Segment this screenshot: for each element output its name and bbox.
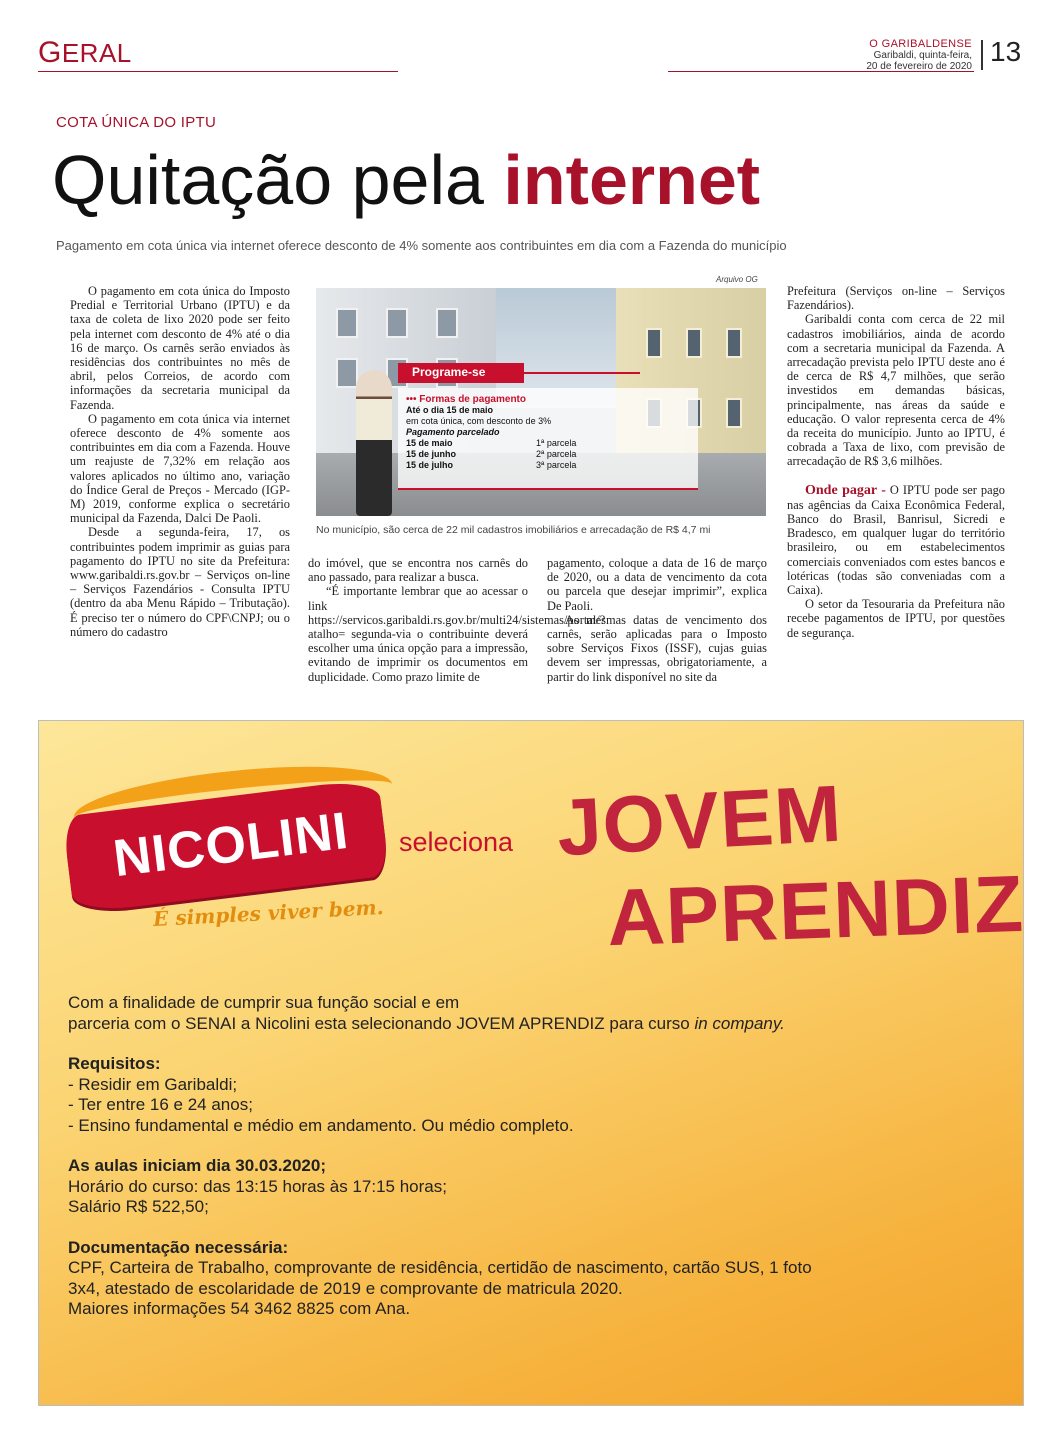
paragraph: Prefeitura (Serviços on-line – Serviços Fazendários). bbox=[787, 284, 1005, 313]
photo-credit: Arquivo OG bbox=[716, 275, 758, 284]
requirement-item: - Ter entre 16 e 24 anos; bbox=[68, 1095, 253, 1114]
masthead bbox=[866, 38, 972, 72]
documents-line: CPF, Carteira de Trabalho, comprovante de residência, certidão de nascimento, cartão SUS, 1 foto bbox=[68, 1258, 812, 1277]
documents-line: 3x4, atestado de escolaridade de 2019 e comprovante de matricula 2020. bbox=[68, 1278, 623, 1298]
article-kicker: COTA ÚNICA DO IPTU bbox=[56, 114, 217, 131]
ad-aprendiz: APRENDIZ bbox=[605, 858, 1026, 963]
paragraph: O pagamento em cota única via internet oferece desconto de 4% somente aos contribuintes em dia com a Fazenda. Houve um reajuste de 7,32% em relação aos valores aplicados no último ano, variação do Índice Geral de Preços - Mercado (IGP-M) 2019, conforme explica o secretário municipal da Fazenda, Dalci De Paoli. bbox=[70, 411, 290, 526]
paragraph: O setor da Tesouraria da Prefeitura não recebe pagamentos de IPTU, por questões de segurança. bbox=[787, 597, 1005, 640]
newspaper-name: O GARIBALDENSE bbox=[869, 38, 972, 50]
section-name: GERAL bbox=[38, 36, 132, 69]
ad-intro-line: Com a finalidade de cumprir sua função social e em bbox=[68, 993, 460, 1012]
paragraph: Desde a segunda-feira, 17, os contribuintes podem imprimir as guias para pagamento do IPTU no site da Prefeitura: www.garibaldi.rs.gov.br – Serviços on-line – Serviços Fazendários - Consulta IPTU (dentro da aba Menu Rápido – Tributação). É preciso ter o número do CPF\CNPJ; ou o número do cadastro bbox=[70, 525, 290, 639]
logo-text: NICOLINI bbox=[110, 801, 352, 889]
page-number-divider bbox=[981, 40, 983, 70]
header-rule-left bbox=[38, 71, 398, 72]
article-subhead: Pagamento em cota única via internet oferece desconto de 4% somente aos contribuintes em dia com a Fazenda do município bbox=[56, 238, 787, 253]
article-headline: Quitação pela internet bbox=[52, 141, 761, 219]
ad-seleciona: seleciona bbox=[399, 827, 514, 857]
infobox bbox=[406, 394, 686, 471]
paragraph: “É importante lembrar que ao acessar o link https://servicos.garibaldi.rs.gov.br/multi24/sistemas/portal/?atalho= segunda-via o contribuinte deverá escolher uma única opção para a impressão, evitando de imprimir os documentos em duplicidade. Como prazo limite de bbox=[308, 584, 606, 684]
infobox-row: 15 de junho 2ª parcela bbox=[406, 449, 577, 459]
article-column-4 bbox=[787, 284, 1005, 706]
contact-info: Maiores informações 54 3462 8825 com Ana. bbox=[68, 1299, 411, 1318]
ad-intro-line: parceria com o SENAI a Nicolini esta selecionando JOVEM APRENDIZ para curso in company. bbox=[68, 1013, 785, 1033]
dots-icon: ••• bbox=[406, 394, 417, 405]
logo-tagline: É simples viver bem. bbox=[152, 894, 385, 932]
paragraph: Onde pagar - O IPTU pode ser pago nas agências da Caixa Econômica Federal, Banco do Brasil, Banrisul, Sicredi e Bradesco, em qualquer lugar do território brasileiro, ou em estabelecimentos comerciais conveniados com estes bancos e lotéricas (todas são conveniadas com a Caixa). bbox=[787, 482, 1005, 598]
course-schedule: Horário do curso: das 13:15 horas às 17:15 horas; bbox=[68, 1176, 447, 1196]
requirement-item: - Residir em Garibaldi; bbox=[68, 1074, 238, 1094]
onde-pagar-leadin: Onde pagar - bbox=[805, 482, 886, 498]
paragraph: Garibaldi conta com cerca de 22 mil cadastros imobiliários, ainda de acordo com a secretaria municipal da Fazenda. A arrecadação prevista pelo IPTU deste ano é de cerca de R$ 4,7 milhões, que serão investidos em demandas básicas, principalmente, nas áreas da saúde e educação. O valor representa cerca de 4% da receita do município. Junto ao IPTU, é cobrada a Taxa de lixo, com previsão de arrecadação de R$ 3,6 milhões. bbox=[787, 312, 1005, 469]
photo-caption: No município, são cerca de 22 mil cadastros imobiliários e arrecadação de R$ 4,7 mi bbox=[316, 524, 711, 536]
article-column-2 bbox=[308, 556, 606, 706]
ad-body bbox=[68, 993, 1008, 1320]
infobox-banner: Programe-se bbox=[398, 363, 524, 383]
article-column-1 bbox=[70, 284, 290, 706]
paragraph: pagamento, coloque a data de 16 de março de 2020, ou a data de vencimento da cota ou parcela que desejar imprimir”, explica De Paoli. bbox=[547, 556, 767, 613]
infobox-line: em cota única, com desconto de 3% bbox=[406, 416, 552, 426]
photo-person bbox=[356, 370, 392, 516]
article-column-3 bbox=[547, 556, 767, 706]
requirements-title: Requisitos: bbox=[68, 1054, 161, 1073]
ad-jovem: JOVEM bbox=[554, 768, 845, 873]
documents-title: Documentação necessária: bbox=[68, 1237, 289, 1257]
edition-date: 20 de fevereiro de 2020 bbox=[866, 61, 972, 72]
infobox-bottom-rule bbox=[398, 488, 698, 490]
infobox-row: 15 de julho 3ª parcela bbox=[406, 460, 577, 470]
page-number: 13 bbox=[990, 36, 1022, 67]
infobox-row: 15 de maio 1ª parcela bbox=[406, 438, 577, 448]
paragraph: O pagamento em cota única do Imposto Predial e Territorial Urbano (IPTU) e da taxa de coleta de lixo 2020 pode ser feito pela internet com desconto de 4% até o dia 16 de março. Os carnês serão enviados às residências dos contribuintes no mês de abril, pelos Correios, de acordo com informações da secretaria municipal da Fazenda. bbox=[70, 284, 290, 412]
infobox-line: Até o dia 15 de maio bbox=[406, 405, 494, 415]
salary: Salário R$ 522,50; bbox=[68, 1197, 209, 1216]
paragraph: As mesmas datas de vencimento dos carnês, serão aplicadas para o Imposto sobre Serviços Fixos (ISSF), cujas guias devem ser impressas, obrigatoriamente, a partir do link disponível no site da bbox=[547, 612, 767, 684]
infobox-line: Pagamento parcelado bbox=[406, 427, 500, 437]
paragraph: do imóvel, que se encontra nos carnês do ano passado, para realizar a busca. bbox=[308, 556, 528, 585]
infobox-title: Formas de pagamento bbox=[419, 394, 526, 405]
article-photo bbox=[316, 288, 766, 516]
classes-start: As aulas iniciam dia 30.03.2020; bbox=[68, 1156, 326, 1175]
nicolini-advertisement bbox=[38, 720, 1024, 1406]
requirement-item: - Ensino fundamental e médio em andamento. Ou médio completo. bbox=[68, 1115, 574, 1135]
infobox-rule bbox=[524, 372, 640, 374]
edition-place: Garibaldi, quinta-feira, bbox=[873, 50, 972, 61]
